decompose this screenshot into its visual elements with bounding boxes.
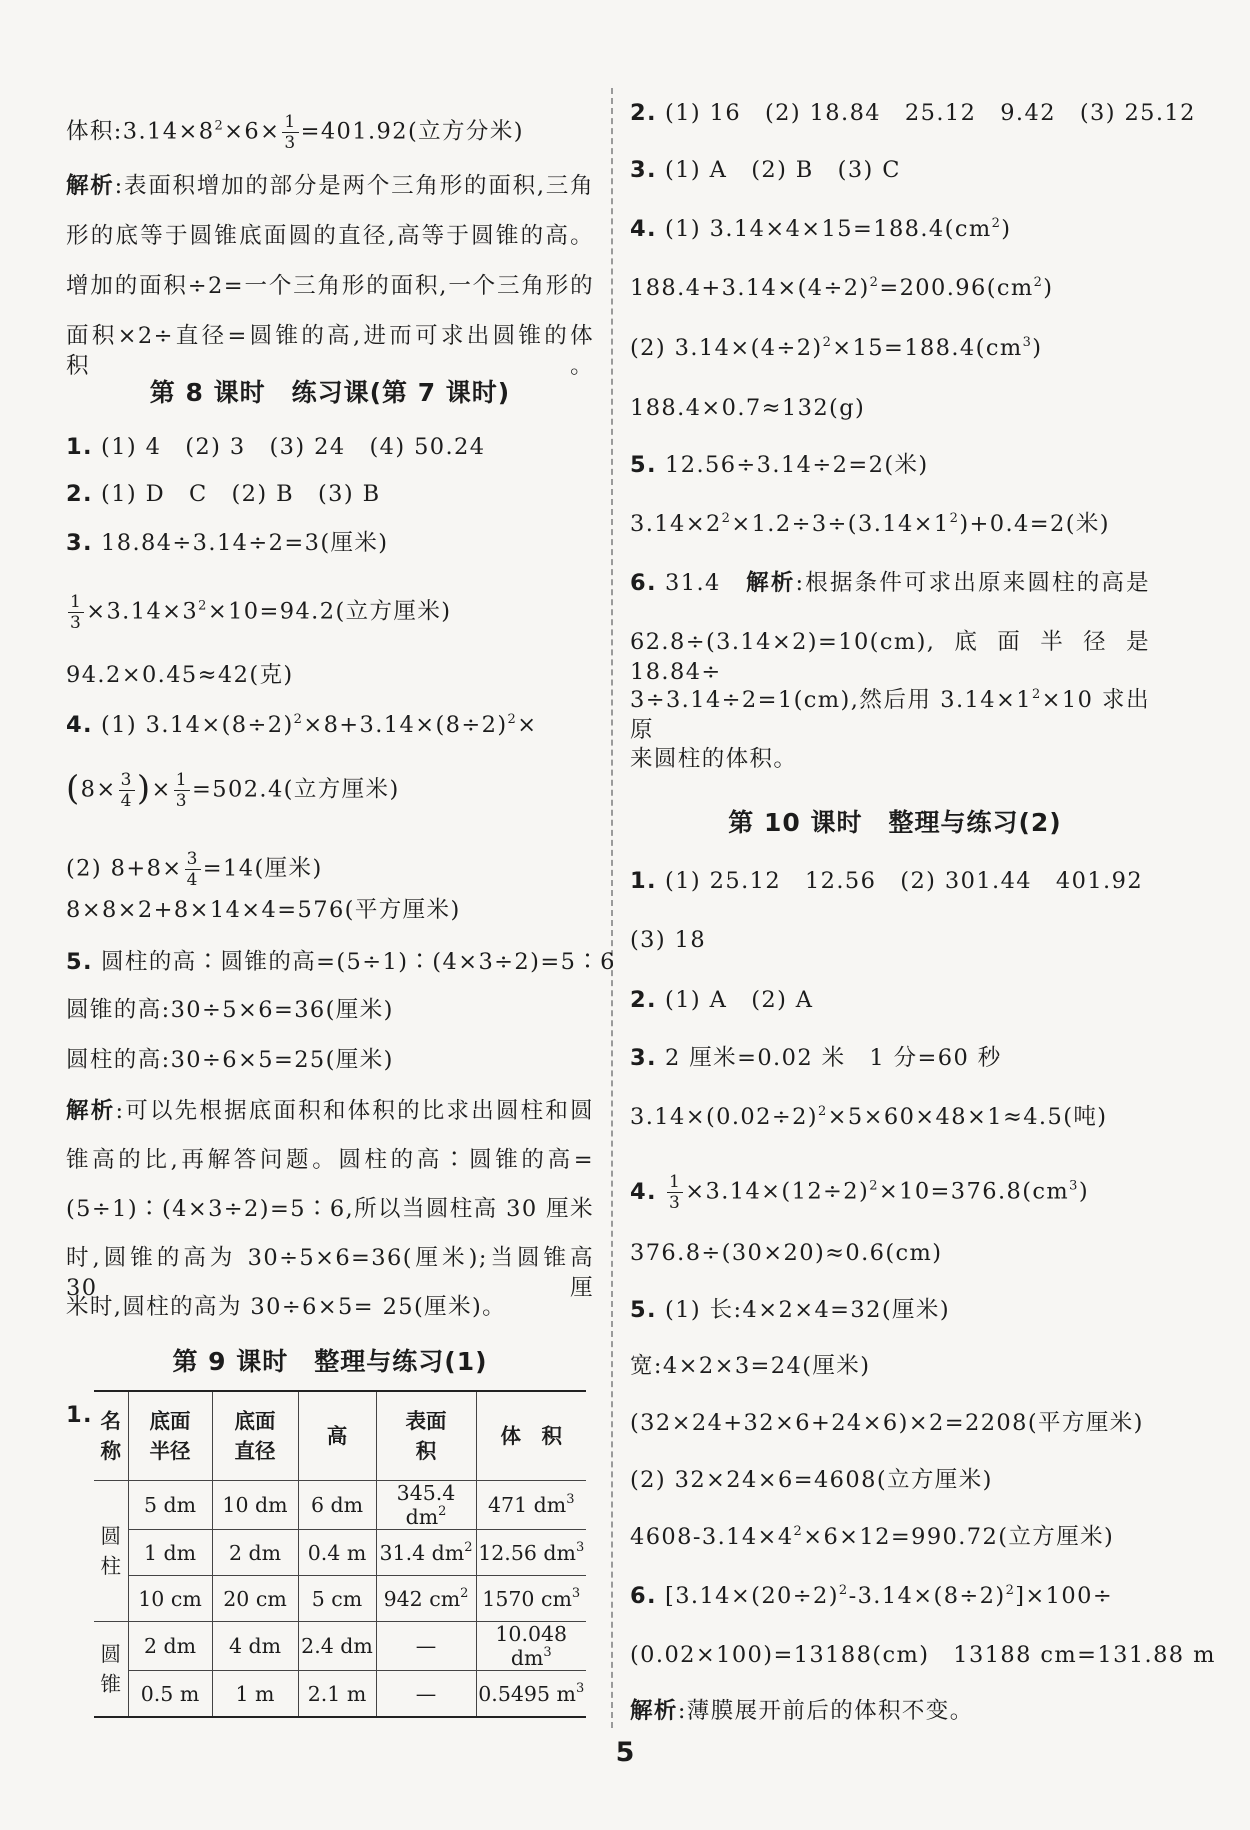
table-question-number: 1. xyxy=(66,1402,94,1428)
volume-formula: 体积$:3.14\times 8^2\times 6\times$ $\frac{1}{3}$ =401.92(立方分米) xyxy=(66,112,524,153)
fraction: $\frac{3}{4}$ xyxy=(120,770,133,811)
answer-5: 5. (1) 长:4×2×4=32(厘米) xyxy=(630,1297,951,1323)
fraction: $\frac{1}{3}$ xyxy=(70,592,83,633)
answer-5-line-5: $4608-3.14\times 4^2\times 6\times 12=990.72$(立方厘米) xyxy=(630,1524,1115,1550)
answer-5-line-2: $3.14\times 2^2\times 1.2\div 3\div(3.14\times 1^2)+0.4=2$(米) xyxy=(630,511,1110,537)
cell-base-radius: 0.5 m xyxy=(128,1671,212,1718)
cell-base-radius: 5 dm xyxy=(128,1481,212,1530)
explanation-line: 米时,圆柱的高为 30÷6×5= 25(厘米)。 xyxy=(66,1294,507,1320)
answer-5: 5. 圆柱的高∶圆锥的高=(5÷1)∶(4×3÷2)=5∶6 xyxy=(66,949,616,975)
cell-surface-area: 31.4 $dm^2$ xyxy=(376,1530,476,1576)
answer-3: 3. 18.84÷3.14÷2=3(厘米) xyxy=(66,530,389,556)
cell-height: 2.1 m xyxy=(298,1671,376,1718)
cell-volume: 0.5495 $m^3$ xyxy=(476,1671,586,1718)
cell-base-radius: 1 dm xyxy=(128,1530,212,1576)
cell-surface-area: — xyxy=(376,1671,476,1718)
right-column xyxy=(630,0,1216,1760)
answer-2: 2. (1) D C (2) B (3) B xyxy=(66,481,381,507)
header-surface-area: 表面 积 xyxy=(376,1391,476,1481)
explanation-line: 时,圆锥的高为 30÷5×6=36(厘米);当圆锥高 30 厘 xyxy=(66,1245,594,1301)
answer-5: 5. 12.56÷3.14÷2=2(米) xyxy=(630,452,929,478)
cell-base-radius: 2 dm xyxy=(128,1622,212,1671)
fraction: $\frac{1}{3}$ xyxy=(175,770,189,811)
header-height: 高 xyxy=(298,1391,376,1481)
dimensions-table xyxy=(94,1390,586,1718)
header-base-radius: 底面 半径 xyxy=(128,1391,212,1481)
answer-6: 6. $[3.14\times(20\div 2)^2-3.14\times(8\div 2)^2]\times 100\div$ xyxy=(630,1583,1114,1609)
answer-5-line-3: (32×24+32×6+24×6)×2=2208(平方厘米) xyxy=(630,1410,1144,1436)
lesson-9-heading: 第 9 课时 整理与练习(1) xyxy=(172,1347,488,1376)
header-base-diameter: 底面 直径 xyxy=(212,1391,298,1481)
answer-4-line-2: (8× $\frac{3}{4}$ )× $\frac{1}{3}$ =502.4(立方厘米) xyxy=(66,768,400,811)
answer-4-line-4: 188.4×0.7≈132(g) xyxy=(630,395,866,421)
explanation-line: 形的底等于圆锥底面圆的直径,高等于圆锥的高。 xyxy=(66,223,594,249)
answer-3-line-2: $3.14\times(0.02\div 2)^2\times 5\times 60\times 48\times 1\approx 4.5$(吨) xyxy=(630,1104,1108,1130)
answer-4: 4. $\frac{1}{3}$ $\times 3.14\times(12\div 2)^2\times 10=376.8(cm^3)$ xyxy=(630,1172,1089,1213)
table-row xyxy=(94,1671,586,1718)
cell-base-diameter: 10 dm xyxy=(212,1481,298,1530)
page-number: 5 xyxy=(615,1737,635,1768)
cell-volume: 1570 $cm^3$ xyxy=(476,1576,586,1622)
fraction: $\frac{3}{4}$ xyxy=(186,849,199,890)
answer-3-line-2: $\frac{1}{3}$ $\times 3.14\times 3^2\times 10=94.2$(立方厘米) xyxy=(70,592,452,633)
answer-2: 2. (1) 16 (2) 18.84 25.12 9.42 (3) 25.12 xyxy=(630,100,1196,126)
cell-base-radius: 10 cm xyxy=(128,1576,212,1622)
explanation-line: 解析:可以先根据底面积和体积的比求出圆柱和圆 xyxy=(66,1098,594,1124)
answer-5-line-2: 宽:4×2×3=24(厘米) xyxy=(630,1353,871,1379)
answer-4-line-3: (2) 8+8× $\frac{3}{4}$ =14(厘米) xyxy=(66,849,323,890)
cell-height: 5 cm xyxy=(298,1576,376,1622)
answer-5-line-4: (2) 32×24×6=4608(立方厘米) xyxy=(630,1467,993,1493)
cell-volume: 10.048 $dm^3$ xyxy=(476,1622,586,1671)
table-row xyxy=(94,1622,586,1671)
explanation-line: 面积×2÷直径=圆锥的高,进而可求出圆锥的体积。 xyxy=(66,323,594,379)
answer-4-line-3: (2) $3.14\times(4\div 2)^2\times 15=188.4(cm^3)$ xyxy=(630,335,1043,361)
cell-base-diameter: 20 cm xyxy=(212,1576,298,1622)
row-group-label: 圆 柱 xyxy=(94,1481,128,1622)
cell-base-diameter: 4 dm xyxy=(212,1622,298,1671)
cell-surface-area: — xyxy=(376,1622,476,1671)
cell-volume: 12.56 $dm^3$ xyxy=(476,1530,586,1576)
answer-3: 3. (1) A (2) B (3) C xyxy=(630,157,901,183)
answer-1: 1. (1) 4 (2) 3 (3) 24 (4) 50.24 xyxy=(66,434,486,460)
answer-4-line-2: 376.8÷(30×20)≈0.6(cm) xyxy=(630,1240,943,1266)
cell-surface-area: 942 $cm^2$ xyxy=(376,1576,476,1622)
cell-height: 6 dm xyxy=(298,1481,376,1530)
explanation-line: 增加的面积÷2=一个三角形的面积,一个三角形的 xyxy=(66,273,594,299)
cell-height: 0.4 m xyxy=(298,1530,376,1576)
table-row xyxy=(94,1530,586,1576)
answer-6-line-2: (0.02×100)=13188(cm) 13188 cm=131.88 m xyxy=(630,1642,1216,1668)
answer-2: 2. (1) A (2) A xyxy=(630,987,814,1013)
lesson-8-heading: 第 8 课时 练习课(第 7 课时) xyxy=(149,378,511,407)
answer-5-line-3: 圆柱的高:30÷6×5=25(厘米) xyxy=(66,1047,394,1073)
cell-base-diameter: 2 dm xyxy=(212,1530,298,1576)
explanation-line: 来圆柱的体积。 xyxy=(630,746,798,772)
cell-surface-area: 345.4 $dm^2$ xyxy=(376,1481,476,1530)
explanation-line: 解析:表面积增加的部分是两个三角形的面积,三角 xyxy=(66,173,594,199)
answer-3: 3. 2 厘米=0.02 米 1 分=60 秒 xyxy=(630,1045,1002,1071)
fraction: $\frac{1}{3}$ xyxy=(669,1172,682,1213)
table-row xyxy=(94,1481,586,1530)
explanation-line: 62.8÷(3.14×2)=10(cm),底面半径是 18.84÷ xyxy=(630,629,1150,685)
answer-4-line-2: $188.4+3.14\times(4\div 2)^2=200.96(cm^2)$ xyxy=(630,275,1054,301)
answer-3-line-3: 94.2×0.45≈42(克) xyxy=(66,662,294,688)
header-name: 名 称 xyxy=(94,1391,128,1481)
answer-4: 4. (1) $3.14\times 4\times 15=188.4(cm^2)$ xyxy=(630,216,1012,242)
answer-5-line-2: 圆锥的高:30÷5×6=36(厘米) xyxy=(66,997,394,1023)
table-header-row xyxy=(94,1391,586,1481)
table-row xyxy=(94,1576,586,1622)
explanation-line: 锥高的比,再解答问题。圆柱的高∶圆锥的高= xyxy=(66,1147,594,1173)
explanation-line: 3÷3.14÷2=1(cm),然后用 $3.14\times 1^2\times 10$ 求出原 xyxy=(630,687,1150,743)
answer-4: 4. (1) $3.14\times(8\div 2)^2\times 8+3.14\times(8\div 2)^2\times$ xyxy=(66,712,538,738)
answer-1-line-2: (3) 18 xyxy=(630,927,707,953)
cell-base-diameter: 1 m xyxy=(212,1671,298,1718)
answer-1: 1. (1) 25.12 12.56 (2) 301.44 401.92 xyxy=(630,868,1144,894)
answer-4-line-4: 8×8×2+8×14×4=576(平方厘米) xyxy=(66,897,461,923)
cell-volume: 471 $dm^3$ xyxy=(476,1481,586,1530)
header-volume: 体 积 xyxy=(476,1391,586,1481)
explanation-line: 解析:薄膜展开前后的体积不变。 xyxy=(630,1698,974,1724)
answer-6: 6. 31.4 解析:根据条件可求出原来圆柱的高是 xyxy=(630,570,1150,596)
row-group-label: 圆 锥 xyxy=(94,1622,128,1718)
lesson-10-heading: 第 10 课时 整理与练习(2) xyxy=(728,808,1062,837)
column-divider xyxy=(611,88,613,1728)
cell-height: 2.4 dm xyxy=(298,1622,376,1671)
fraction: $\frac{1}{3}$ xyxy=(284,112,297,153)
explanation-line: (5÷1)∶(4×3÷2)=5∶6,所以当圆柱高 30 厘米 xyxy=(66,1196,594,1222)
